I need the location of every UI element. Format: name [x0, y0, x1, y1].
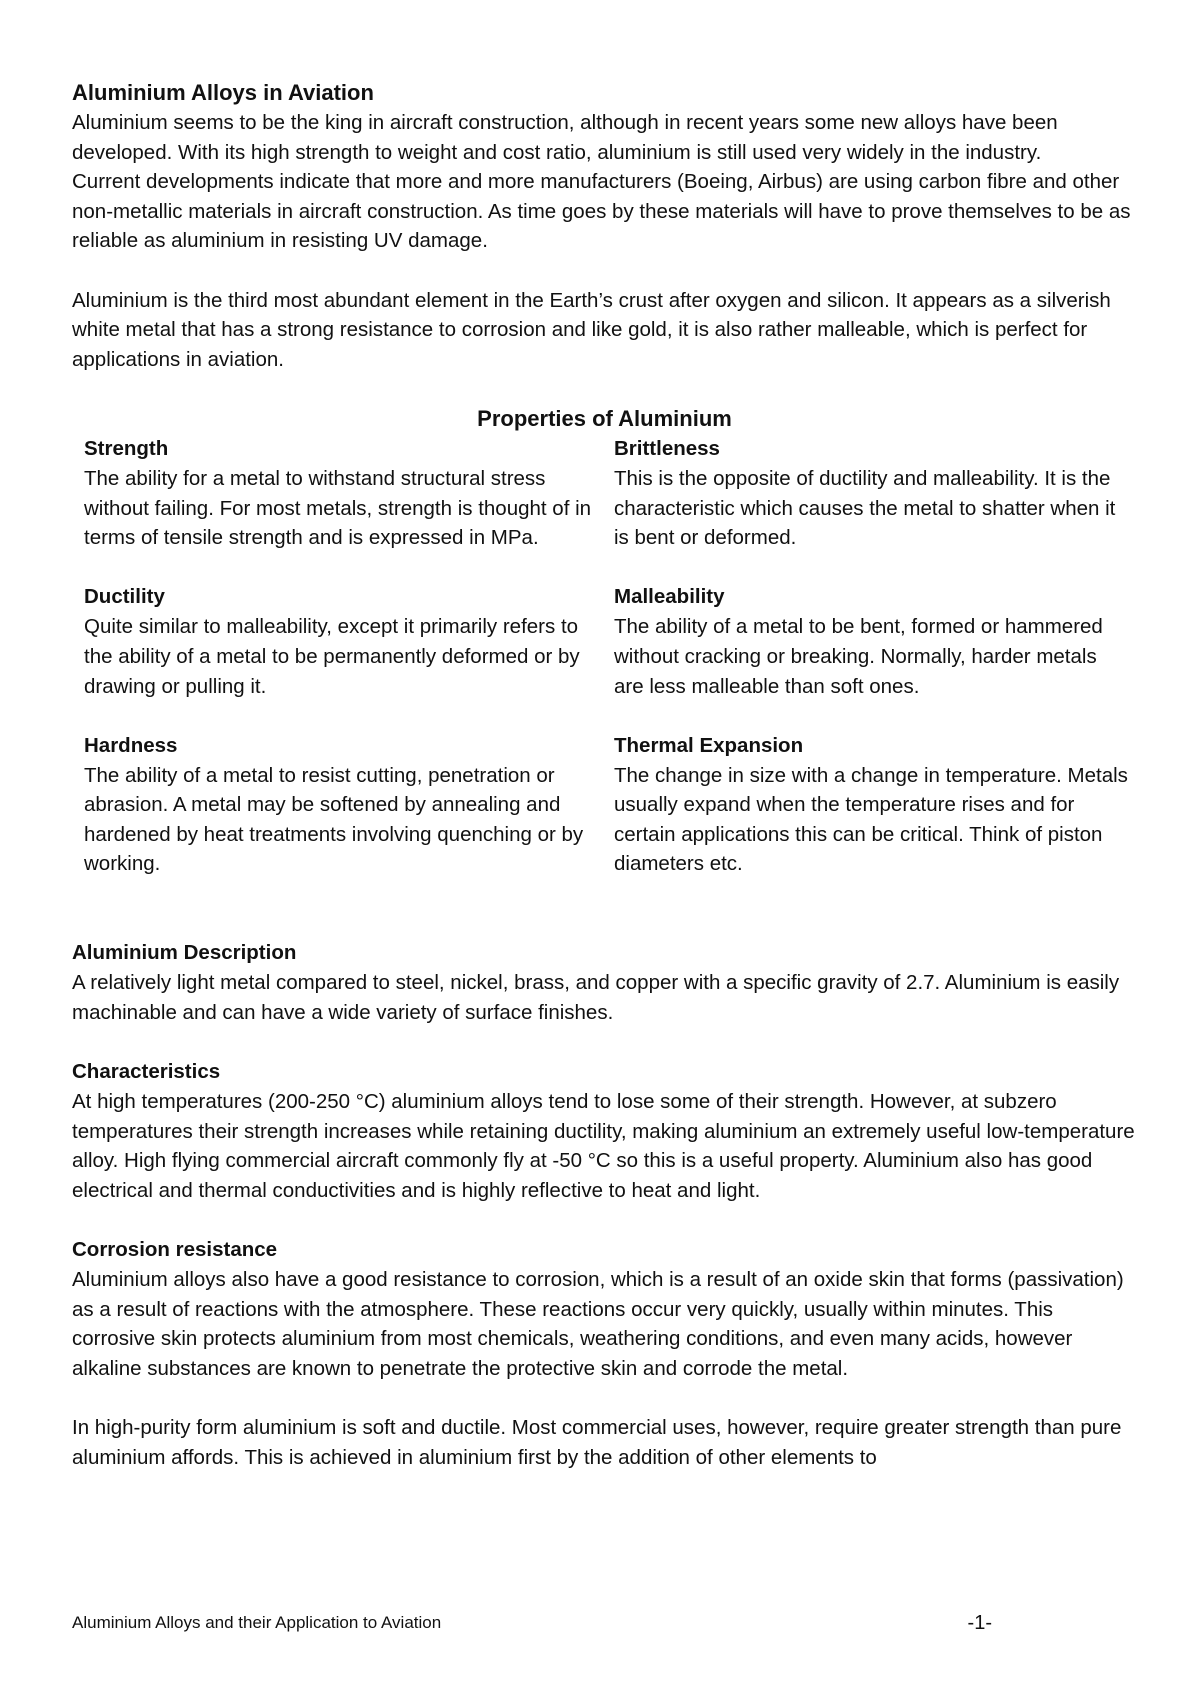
property-strength	[84, 434, 614, 582]
page-content	[72, 78, 1137, 1472]
description-paragraph: A relatively light metal compared to steel, nickel, brass, and copper with a specific gravity of 2.7. Aluminium is easily machinable and can have a wide variety of surface finishes.	[72, 971, 1120, 1024]
property-text: Quite similar to malleability, except it primarily refers to the ability of a metal to be permanently deformed or by drawing or pulling it.	[84, 615, 580, 698]
spacer	[72, 1027, 1137, 1057]
property-text: The ability of a metal to resist cutting, penetration or abrasion. A metal may be softened by annealing and hardened by heat treatments involving quenching or by working.	[84, 763, 584, 876]
property-malleability	[614, 582, 1144, 730]
property-ductility	[84, 582, 614, 730]
property-heading: Malleability	[614, 585, 725, 609]
spacer	[72, 374, 1137, 404]
corrosion-heading: Corrosion resistance	[72, 1238, 278, 1261]
footer-title: Aluminium Alloys and their Application to Aviation	[72, 1613, 442, 1632]
property-text: The change in size with a change in temperature. Metals usually expand when the temperature rises and for certain applications this can be critical. Think of piston diameters etc.	[614, 763, 1128, 876]
properties-grid	[84, 434, 1137, 879]
property-heading: Ductility	[84, 585, 165, 609]
property-heading: Strength	[84, 436, 169, 460]
characteristics-paragraph: At high temperatures (200-250 °C) aluminium alloys tend to lose some of their strength. However, at subzero temperatures their strength increases while retaining ductility, making aluminium an extremely useful low-temperature alloy. High flying commercial aircraft commonly fly at -50 °C so this is a useful property. Aluminium also has good electrical and thermal conductivities and is highly reflective to heat and light.	[72, 1090, 1135, 1202]
spacer	[72, 909, 1137, 939]
property-hardness	[84, 731, 614, 879]
spacer	[72, 879, 1137, 909]
spacer	[72, 1383, 1137, 1413]
document-title: Aluminium Alloys in Aviation	[72, 80, 374, 105]
abundance-paragraph: Aluminium is the third most abundant element in the Earth’s crust after oxygen and silicon. It appears as a silverish white metal that has a strong resistance to corrosion and like gold, it is also rather malleable, which is perfect for applications in aviation.	[72, 288, 1111, 371]
spacer	[72, 1205, 1137, 1235]
property-text: The ability for a metal to withstand structural stress without failing. For most metals, strength is thought of in terms of tensile strength and is expressed in MPa.	[84, 466, 592, 550]
properties-title: Properties of Aluminium	[477, 405, 732, 431]
property-text: This is the opposite of ductility and malleability. It is the characteristic which causes the metal to shatter when it is bent or deformed.	[614, 466, 1116, 550]
property-heading: Brittleness	[614, 436, 720, 460]
characteristics-heading: Characteristics	[72, 1060, 221, 1084]
purity-paragraph: In high-purity form aluminium is soft and ductile. Most commercial uses, however, require greater strength than pure aluminium affords. This is achieved in aluminium first by the addition of other elements to	[72, 1415, 1122, 1469]
spacer	[72, 256, 1137, 286]
intro-paragraph-1: Aluminium seems to be the king in aircraft construction, although in recent years some new alloys have been developed. With its high strength to weight and cost ratio, aluminium is still used very widely in the industry.	[72, 111, 1058, 164]
intro-paragraph-2: Current developments indicate that more and more manufacturers (Boeing, Airbus) are using carbon fibre and other non-metallic materials in aircraft construction. As time goes by these materials will have to prove themselves to be as reliable as aluminium in resisting UV damage.	[72, 170, 1131, 253]
corrosion-paragraph: Aluminium alloys also have a good resistance to corrosion, which is a result of an oxide skin that forms (passivation) as a result of reactions with the atmosphere. These reactions occur very quickly, usually within minutes. This corrosive skin protects aluminium from most chemicals, weathering conditions, and even many acids, however alkaline substances are known to penetrate the protective skin and corrode the metal.	[72, 1268, 1124, 1380]
property-heading: Hardness	[84, 733, 178, 757]
description-heading: Aluminium Description	[72, 941, 297, 965]
property-text: The ability of a metal to be bent, formed or hammered without cracking or breaking. Normally, harder metals are less malleable than soft ones.	[614, 615, 1103, 698]
page-number: -1-	[967, 1612, 992, 1634]
page-footer	[72, 1612, 992, 1634]
property-heading: Thermal Expansion	[614, 733, 804, 757]
property-brittleness	[614, 434, 1144, 582]
property-thermal-expansion	[614, 731, 1144, 879]
